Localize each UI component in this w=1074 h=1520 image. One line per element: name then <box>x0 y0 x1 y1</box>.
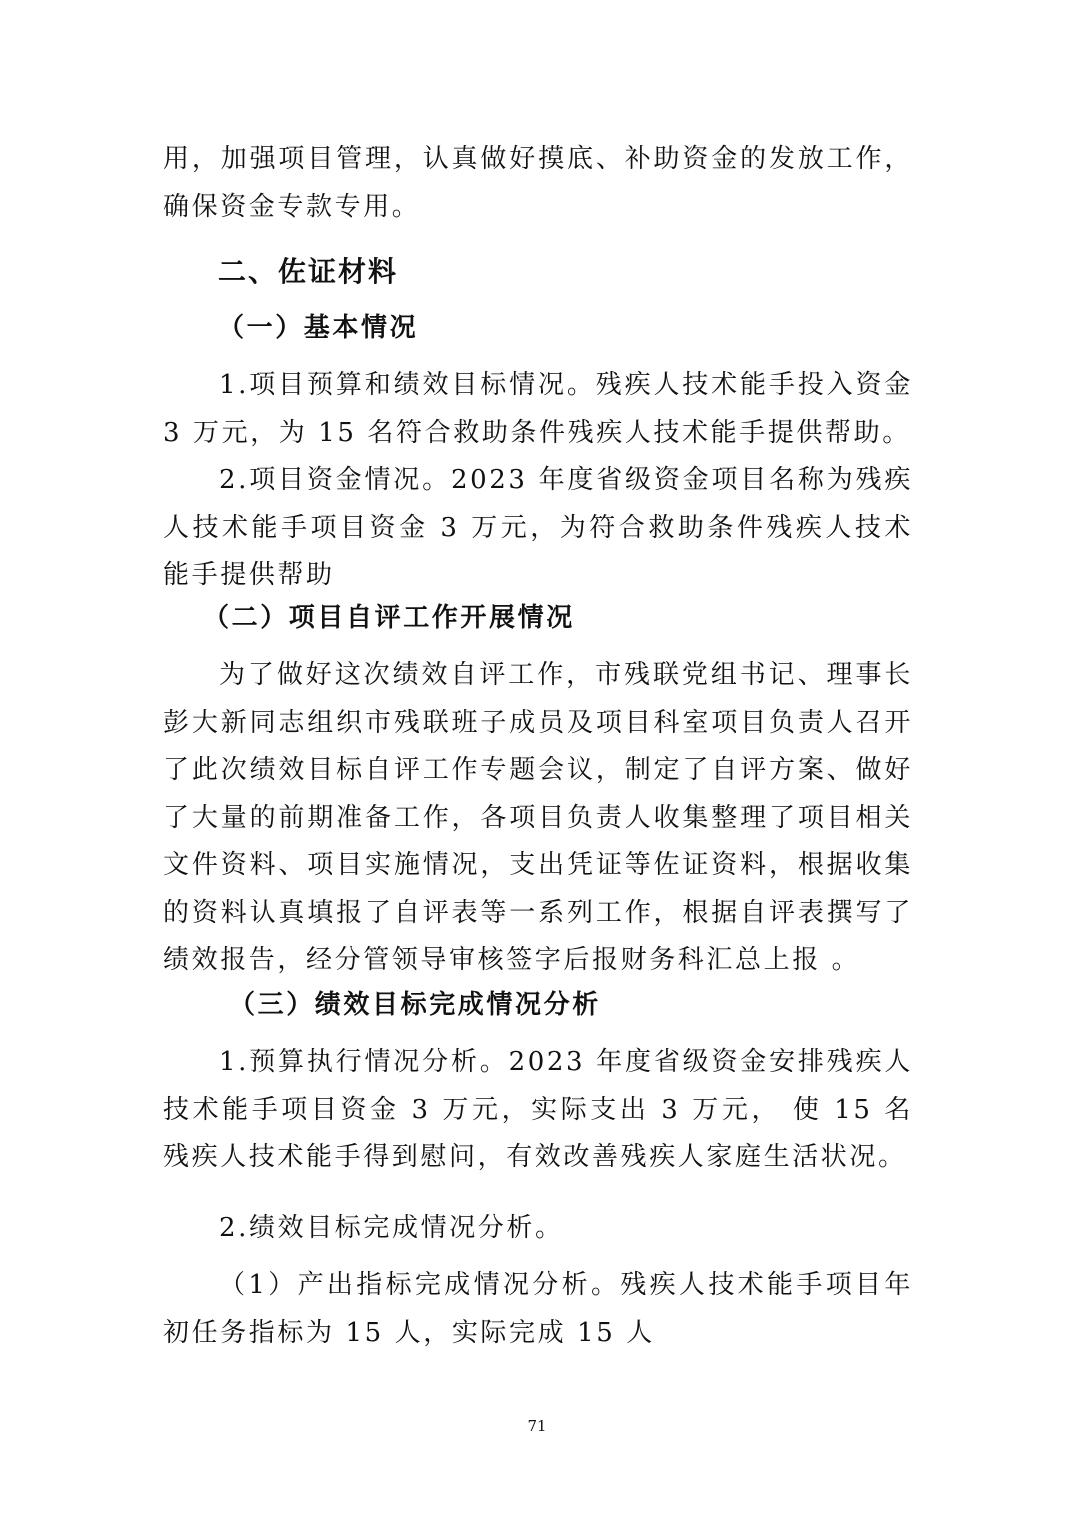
paragraph-self-evaluation: 为了做好这次绩效自评工作，市残联党组书记、理事长彭大新同志组织市残联班子成员及项目科室项目负责人召开了此次绩效目标自评工作专题会议，制定了自评方案、做好了大量的前期准备工作，各项目负责人收集整理了项目相关文件资料、项目实施情况，支出凭证等佐证资料，根据收集的资料认真填报了自评表等一系列工作，根据自评表撰写了绩效报告，经分管领导审核签字后报财务科汇总上报 。 <box>163 660 913 975</box>
paragraph-budget-execution: 1.预算执行情况分析。2023 年度省级资金安排残疾人技术能手项目资金 3 万元，实际支出 3 万元， 使 15 名残疾人技术能手得到慰问，有效改善残疾人家庭生活状况。 <box>163 1047 913 1172</box>
paragraph-continuation: 用，加强项目管理，认真做好摸底、补助资金的发放工作，确保资金专款专用。 <box>163 144 913 222</box>
section-heading-evidence: 二、佐证材料 <box>218 255 399 288</box>
paragraph-budget-goal: 1.项目预算和绩效目标情况。残疾人技术能手投入资金 3 万元，为 15 名符合救助条件残疾人技术能手提供帮助。 <box>163 370 913 448</box>
subheading-self-evaluation: （二）项目自评工作开展情况 <box>203 603 575 633</box>
paragraph-project-funds: 2.项目资金情况。2023 年度省级资金项目名称为残疾人技术能手项目资金 3 万元，为符合救助条件残疾人技术能手提供帮助 <box>163 465 913 590</box>
page-number: 71 <box>527 1417 547 1435</box>
subheading-basic-situation: （一）基本情况 <box>218 313 419 343</box>
paragraph-goal-completion: 2.绩效目标完成情况分析。 <box>219 1213 564 1243</box>
subheading-goal-analysis: （三）绩效目标完成情况分析 <box>229 990 601 1020</box>
paragraph-output-indicators: （1）产出指标完成情况分析。残疾人技术能手项目年初任务指标为 15 人，实际完成 15 人 <box>163 1270 913 1348</box>
